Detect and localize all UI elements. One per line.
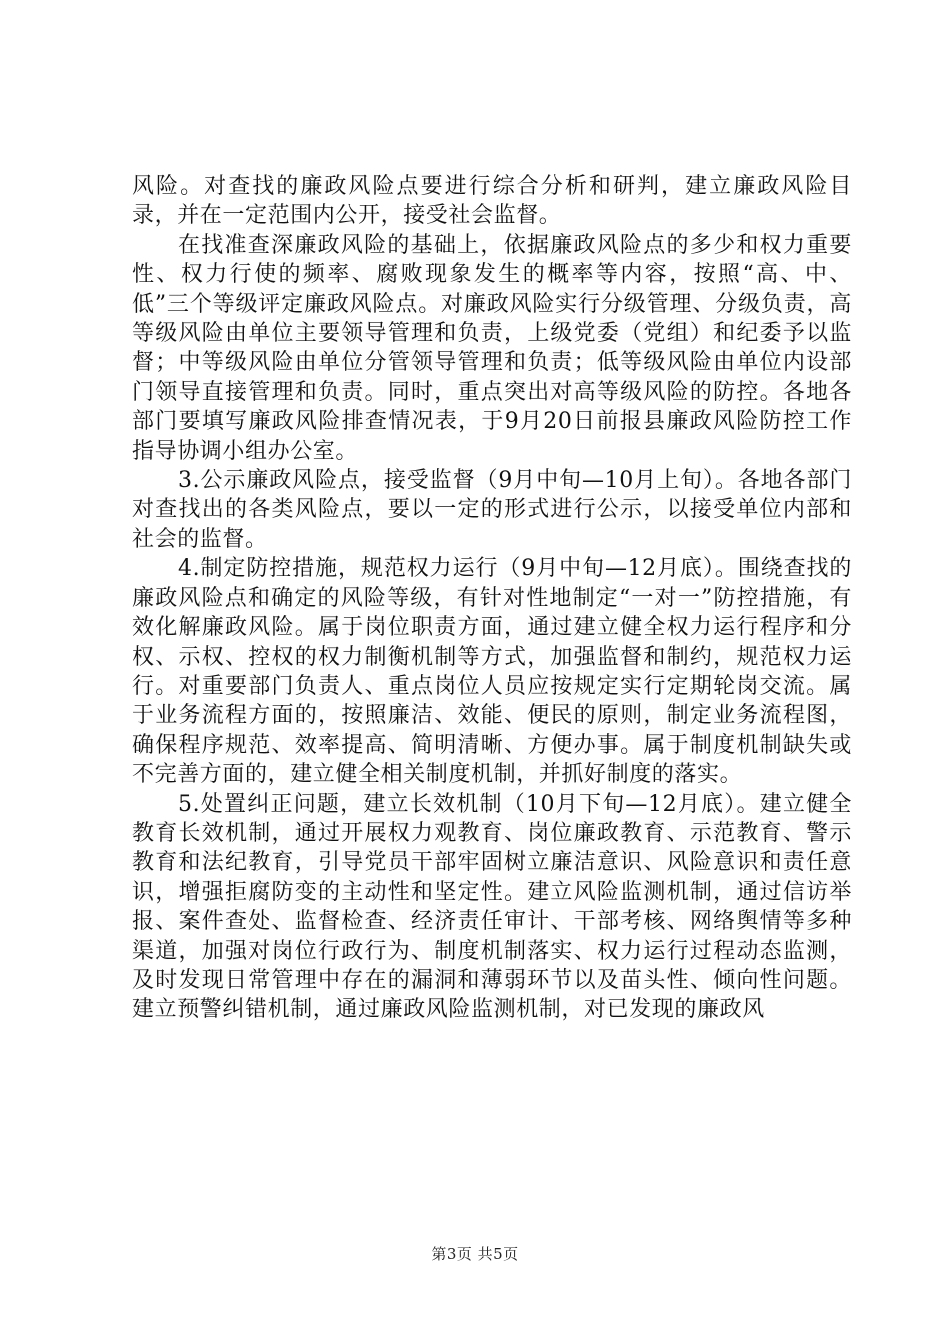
paragraph-step-3-publicize: 3.公示廉政风险点，接受监督（9月中旬—10月上旬）。各地各部门对查找出的各类风险点，要以一定的形式进行公示，以接受单位内部和社会的监督。 (132, 468, 852, 552)
paragraph-step-4-controls: 4.制定防控措施，规范权力运行（9月中旬—12月底）。围绕查找的廉政风险点和确定的风险等级，有针对性地制定“一对一”防控措施，有效化解廉政风险。属于岗位职责方面，通过建立健全权力运行程序和分权、示权、控权的权力制衡机制等方式，加强监督和制约，规范权力运行。对重要部门负责人、重点岗位人员应按规定实行定期轮岗交流。属于业务流程方面的，按照廉洁、效能、便民的原则，制定业务流程图，确保程序规范、效率提高、简明清晰、方便办事。属于制度机制缺失或不完善方面的，建立健全相关制度机制，并抓好制度的落实。 (132, 556, 852, 788)
paragraph-step-5-mechanisms: 5.处置纠正问题，建立长效机制（10月下旬—12月底）。建立健全教育长效机制，通过开展权力观教育、岗位廉政教育、示范教育、警示教育和法纪教育，引导党员干部牢固树立廉洁意识、风险意识和责任意识，增强拒腐防变的主动性和坚定性。建立风险监测机制，通过信访举报、案件查处、监督检查、经济责任审计、干部考核、网络舆情等多种渠道，加强对岗位行政行为、制度机制落实、权力运行过程动态监测，及时发现日常管理中存在的漏洞和薄弱环节以及苗头性、倾向性问题。建立预警纠错机制，通过廉政风险监测机制，对已发现的廉政风 (132, 791, 852, 1023)
paragraph-risk-grading: 在找准查深廉政风险的基础上，依据廉政风险点的多少和权力重要性、权力行使的频率、腐败现象发生的概率等内容，按照“高、中、低”三个等级评定廉政风险点。对廉政风险实行分级管理、分级负责，高等级风险由单位主要领导管理和负责，上级党委（党组）和纪委予以监督；中等级风险由单位分管领导管理和负责；低等级风险由单位内设部门领导直接管理和负责。同时，重点突出对高等级风险的防控。各地各部门要填写廉政风险排查情况表，于9月20日前报县廉政风险防控工作指导协调小组办公室。 (132, 232, 852, 464)
paragraph-risk-directory: 风险。对查找的廉政风险点要进行综合分析和研判，建立廉政风险目录，并在一定范围内公开，接受社会监督。 (132, 174, 852, 229)
document-body (132, 172, 852, 1025)
page-number-footer: 第3页 共5页 (431, 1245, 519, 1263)
